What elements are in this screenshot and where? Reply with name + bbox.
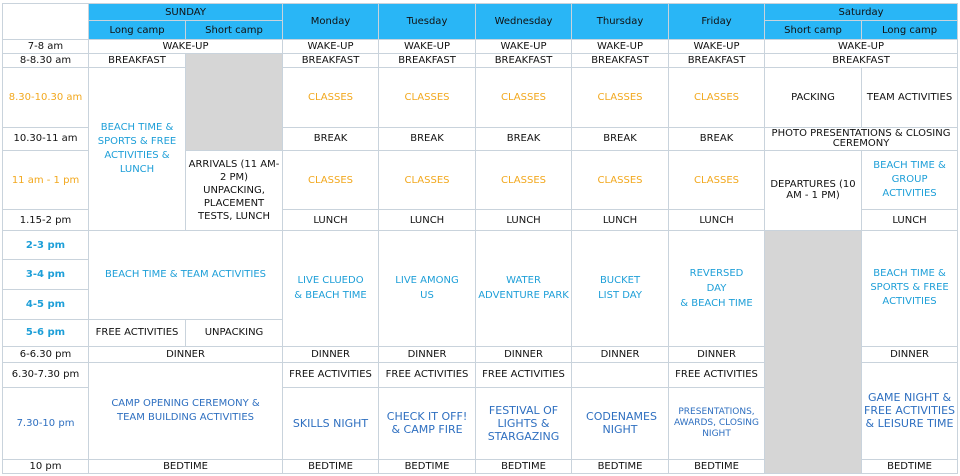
time-630-730: 6.30-7.30 pm bbox=[3, 362, 89, 388]
monday-skills-night: SKILLS NIGHT bbox=[283, 388, 379, 460]
thursday-bedtime: BEDTIME bbox=[572, 459, 669, 473]
sunday-long-beach-lunch: BEACH TIME & SPORTS & FREE ACTIVITIES & LUNCH bbox=[89, 68, 186, 230]
saturday-short-packing: PACKING bbox=[765, 68, 862, 127]
thursday-dinner: DINNER bbox=[572, 347, 669, 362]
monday-dinner: DINNER bbox=[283, 347, 379, 362]
sunday-short-arrivals: ARRIVALS (11 AM-2 PM) UNPACKING, PLACEMENT TESTS, LUNCH bbox=[186, 151, 283, 231]
friday-reversed-day-sub: & BEACH TIME bbox=[680, 297, 753, 309]
thursday-lunch: LUNCH bbox=[572, 210, 669, 230]
saturday-long-beach-sports: BEACH TIME & SPORTS & FREE ACTIVITIES bbox=[862, 230, 958, 346]
wednesday-dinner: DINNER bbox=[476, 347, 572, 362]
tuesday-free-activities: FREE ACTIVITIES bbox=[379, 362, 476, 388]
header-sunday: SUNDAY bbox=[89, 4, 283, 21]
saturday-short-departures: DEPARTURES (10 AM - 1 PM) bbox=[765, 151, 862, 231]
time-10pm: 10 pm bbox=[3, 459, 89, 473]
monday-classes-morning: CLASSES bbox=[283, 68, 379, 127]
corner-cell bbox=[3, 4, 89, 40]
thursday-classes-midday: CLASSES bbox=[572, 151, 669, 210]
time-7-8: 7-8 am bbox=[3, 39, 89, 53]
time-5-6: 5-6 pm bbox=[3, 319, 89, 347]
time-1030-11: 10.30-11 am bbox=[3, 127, 89, 151]
sunday-short-unpacking: UNPACKING bbox=[186, 319, 283, 347]
thursday-wakeup: WAKE-UP bbox=[572, 39, 669, 53]
tuesday-breakfast: BREAKFAST bbox=[379, 54, 476, 68]
header-friday: Friday bbox=[669, 4, 765, 40]
header-wednesday: Wednesday bbox=[476, 4, 572, 40]
friday-reversed-day-title: REVERSED DAY bbox=[689, 267, 744, 294]
wednesday-classes-midday: CLASSES bbox=[476, 151, 572, 210]
friday-lunch: LUNCH bbox=[669, 210, 765, 230]
monday-bedtime: BEDTIME bbox=[283, 459, 379, 473]
tuesday-classes-morning: CLASSES bbox=[379, 68, 476, 127]
sunday-dinner: DINNER bbox=[89, 347, 283, 362]
time-6-630: 6-6.30 pm bbox=[3, 347, 89, 362]
monday-classes-midday: CLASSES bbox=[283, 151, 379, 210]
header-saturday-long: Long camp bbox=[862, 21, 958, 39]
monday-wakeup: WAKE-UP bbox=[283, 39, 379, 53]
thursday-break: BREAK bbox=[572, 127, 669, 151]
sunday-short-empty bbox=[186, 54, 283, 151]
monday-break: BREAK bbox=[283, 127, 379, 151]
friday-classes-midday: CLASSES bbox=[669, 151, 765, 210]
wednesday-lunch: LUNCH bbox=[476, 210, 572, 230]
time-8-830: 8-8.30 am bbox=[3, 54, 89, 68]
time-830-1030: 8.30-10.30 am bbox=[3, 68, 89, 127]
monday-live-cluedo-sub: & BEACH TIME bbox=[294, 290, 367, 302]
wednesday-wakeup: WAKE-UP bbox=[476, 39, 572, 53]
header-saturday-short: Short camp bbox=[765, 21, 862, 39]
wednesday-bedtime: BEDTIME bbox=[476, 459, 572, 473]
header-thursday: Thursday bbox=[572, 4, 669, 40]
header-saturday: Saturday bbox=[765, 4, 958, 21]
header-sunday-long: Long camp bbox=[89, 21, 186, 39]
tuesday-dinner: DINNER bbox=[379, 347, 476, 362]
tuesday-wakeup: WAKE-UP bbox=[379, 39, 476, 53]
time-115-2: 1.15-2 pm bbox=[3, 210, 89, 230]
friday-reversed-day bbox=[669, 230, 765, 346]
saturday-short-empty bbox=[765, 230, 862, 473]
wednesday-breakfast: BREAKFAST bbox=[476, 54, 572, 68]
wednesday-break: BREAK bbox=[476, 127, 572, 151]
saturday-wakeup: WAKE-UP bbox=[765, 39, 958, 53]
sunday-wakeup: WAKE-UP bbox=[89, 39, 283, 53]
header-tuesday: Tuesday bbox=[379, 4, 476, 40]
sunday-opening-ceremony: CAMP OPENING CEREMONY & TEAM BUILDING ACTIVITIES bbox=[89, 362, 283, 459]
header-monday: Monday bbox=[283, 4, 379, 40]
time-3-4: 3-4 pm bbox=[3, 260, 89, 290]
monday-lunch: LUNCH bbox=[283, 210, 379, 230]
friday-presentations: PRESENTATIONS, AWARDS, CLOSING NIGHT bbox=[669, 388, 765, 460]
wednesday-free-activities: FREE ACTIVITIES bbox=[476, 362, 572, 388]
thursday-bucket-list: BUCKET LIST DAY bbox=[572, 230, 669, 346]
sunday-long-free-activities: FREE ACTIVITIES bbox=[89, 319, 186, 347]
tuesday-live-among-us: LIVE AMONG US bbox=[379, 230, 476, 346]
saturday-breakfast: BREAKFAST bbox=[765, 54, 958, 68]
friday-breakfast: BREAKFAST bbox=[669, 54, 765, 68]
wednesday-water-park: WATER ADVENTURE PARK bbox=[476, 230, 572, 346]
time-2-3: 2-3 pm bbox=[3, 230, 89, 260]
monday-breakfast: BREAKFAST bbox=[283, 54, 379, 68]
header-sunday-short: Short camp bbox=[186, 21, 283, 39]
saturday-long-team-activities: TEAM ACTIVITIES bbox=[862, 68, 958, 127]
friday-wakeup: WAKE-UP bbox=[669, 39, 765, 53]
tuesday-bedtime: BEDTIME bbox=[379, 459, 476, 473]
tuesday-break: BREAK bbox=[379, 127, 476, 151]
monday-free-activities: FREE ACTIVITIES bbox=[283, 362, 379, 388]
friday-break: BREAK bbox=[669, 127, 765, 151]
saturday-long-beach-group: BEACH TIME & GROUP ACTIVITIES bbox=[862, 151, 958, 210]
camp-schedule-table bbox=[2, 3, 958, 474]
sunday-bedtime: BEDTIME bbox=[89, 459, 283, 473]
time-730-10: 7.30-10 pm bbox=[3, 388, 89, 460]
saturday-photo-presentations: PHOTO PRESENTATIONS & CLOSING CEREMONY bbox=[765, 127, 958, 151]
thursday-classes-morning: CLASSES bbox=[572, 68, 669, 127]
saturday-long-game-night: GAME NIGHT & FREE ACTIVITIES & LEISURE TIME bbox=[862, 362, 958, 459]
monday-live-cluedo bbox=[283, 230, 379, 346]
tuesday-check-it-off: CHECK IT OFF! & CAMP FIRE bbox=[379, 388, 476, 460]
tuesday-lunch: LUNCH bbox=[379, 210, 476, 230]
saturday-long-dinner: DINNER bbox=[862, 347, 958, 362]
monday-live-cluedo-title: LIVE CLUEDO bbox=[297, 275, 364, 287]
time-11-1: 11 am - 1 pm bbox=[3, 151, 89, 210]
sunday-long-breakfast: BREAKFAST bbox=[89, 54, 186, 68]
saturday-long-bedtime: BEDTIME bbox=[862, 459, 958, 473]
wednesday-festival: FESTIVAL OF LIGHTS & STARGAZING bbox=[476, 388, 572, 460]
friday-free-activities: FREE ACTIVITIES bbox=[669, 362, 765, 388]
wednesday-classes-morning: CLASSES bbox=[476, 68, 572, 127]
friday-classes-morning: CLASSES bbox=[669, 68, 765, 127]
friday-bedtime: BEDTIME bbox=[669, 459, 765, 473]
thursday-evening-empty bbox=[572, 362, 669, 388]
saturday-long-lunch: LUNCH bbox=[862, 210, 958, 230]
friday-dinner: DINNER bbox=[669, 347, 765, 362]
sunday-beach-team: BEACH TIME & TEAM ACTIVITIES bbox=[89, 230, 283, 319]
time-4-5: 4-5 pm bbox=[3, 290, 89, 320]
thursday-breakfast: BREAKFAST bbox=[572, 54, 669, 68]
tuesday-classes-midday: CLASSES bbox=[379, 151, 476, 210]
thursday-codenames: CODENAMES NIGHT bbox=[572, 388, 669, 460]
